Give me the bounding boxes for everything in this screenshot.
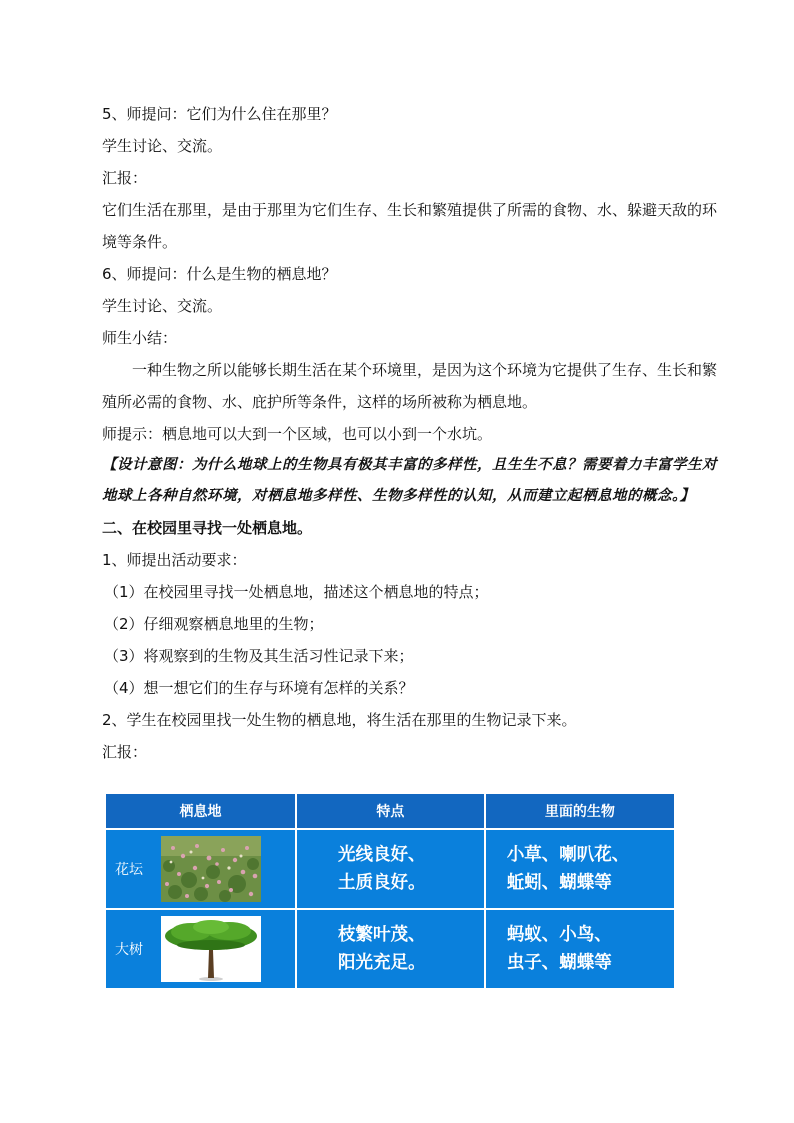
header-feature: 特点 xyxy=(296,793,485,829)
feature-line-1: 枝繁叶茂、 xyxy=(338,925,426,945)
header-organisms: 里面的生物 xyxy=(485,793,675,829)
requirement-3: （3）将观察到的生物及其生活习性记录下来； xyxy=(104,647,414,665)
feature-line-2: 土质良好。 xyxy=(338,873,426,893)
activity-requirements: 1、师提出活动要求： xyxy=(102,551,247,569)
design-intent: 【设计意图：为什么地球上的生物具有极其丰富的多样性，且生生不息？需要着力丰富学生对地球上各种自然环境，对栖息地多样性、生物多样性的认知，从而建立起栖息地的概念。】 xyxy=(102,457,717,504)
feature-cell xyxy=(296,829,485,909)
organisms-line-2: 蚯蚓、蝴蝶等 xyxy=(506,873,612,893)
organisms-cell xyxy=(485,829,675,909)
habitat-name: 大树 xyxy=(115,942,143,958)
table-header-row xyxy=(105,793,675,829)
habitat-name: 花坛 xyxy=(115,862,143,878)
habitat-cell xyxy=(105,909,296,989)
feature-line-1: 光线良好、 xyxy=(338,845,426,865)
student-activity: 2、学生在校园里找一处生物的栖息地，将生活在那里的生物记录下来。 xyxy=(102,711,577,729)
requirement-4: （4）想一想它们的生存与环境有怎样的关系？ xyxy=(104,679,414,697)
student-discussion-2: 学生讨论、交流。 xyxy=(102,297,223,315)
summary-label: 师生小结： xyxy=(102,329,178,347)
organisms-line-2: 虫子、蝴蝶等 xyxy=(506,953,612,973)
feature-line-2: 阳光充足。 xyxy=(338,953,426,973)
habitat-definition: 一种生物之所以能够长期生活在某个环境里，是因为这个环境为它提供了生存、生长和繁殖所必需的食物、水、庇护所等条件，这样的场所被称为栖息地。 xyxy=(102,361,718,411)
habitat-cell xyxy=(105,829,296,909)
organisms-line-1: 蚂蚁、小鸟、 xyxy=(506,925,612,945)
tree-image xyxy=(161,916,261,982)
table-row xyxy=(105,909,675,989)
report-label-2: 汇报： xyxy=(102,743,148,761)
question-6: 6、师提问：什么是生物的栖息地？ xyxy=(102,265,337,283)
requirement-1: （1）在校园里寻找一处栖息地，描述这个栖息地的特点； xyxy=(104,583,489,601)
section-2-heading: 二、在校园里寻找一处栖息地。 xyxy=(102,519,313,537)
report-label-1: 汇报： xyxy=(102,169,148,187)
teacher-hint: 师提示：栖息地可以大到一个区域，也可以小到一个水坑。 xyxy=(102,425,493,443)
question-5: 5、师提问：它们为什么住在那里？ xyxy=(102,105,337,123)
habitat-table xyxy=(104,792,676,990)
table-row xyxy=(105,829,675,909)
header-habitat: 栖息地 xyxy=(105,793,296,829)
organisms-line-1: 小草、喇叭花、 xyxy=(506,845,630,865)
feature-cell xyxy=(296,909,485,989)
report-paragraph: 它们生活在那里，是由于那里为它们生存、生长和繁殖提供了所需的食物、水、躲避天敌的环境等条件。 xyxy=(102,201,718,251)
requirement-2: （2）仔细观察栖息地里的生物； xyxy=(104,615,324,633)
organisms-cell xyxy=(485,909,675,989)
student-discussion-1: 学生讨论、交流。 xyxy=(102,137,223,155)
flowerbed-image xyxy=(161,836,261,902)
document-body xyxy=(102,98,722,768)
